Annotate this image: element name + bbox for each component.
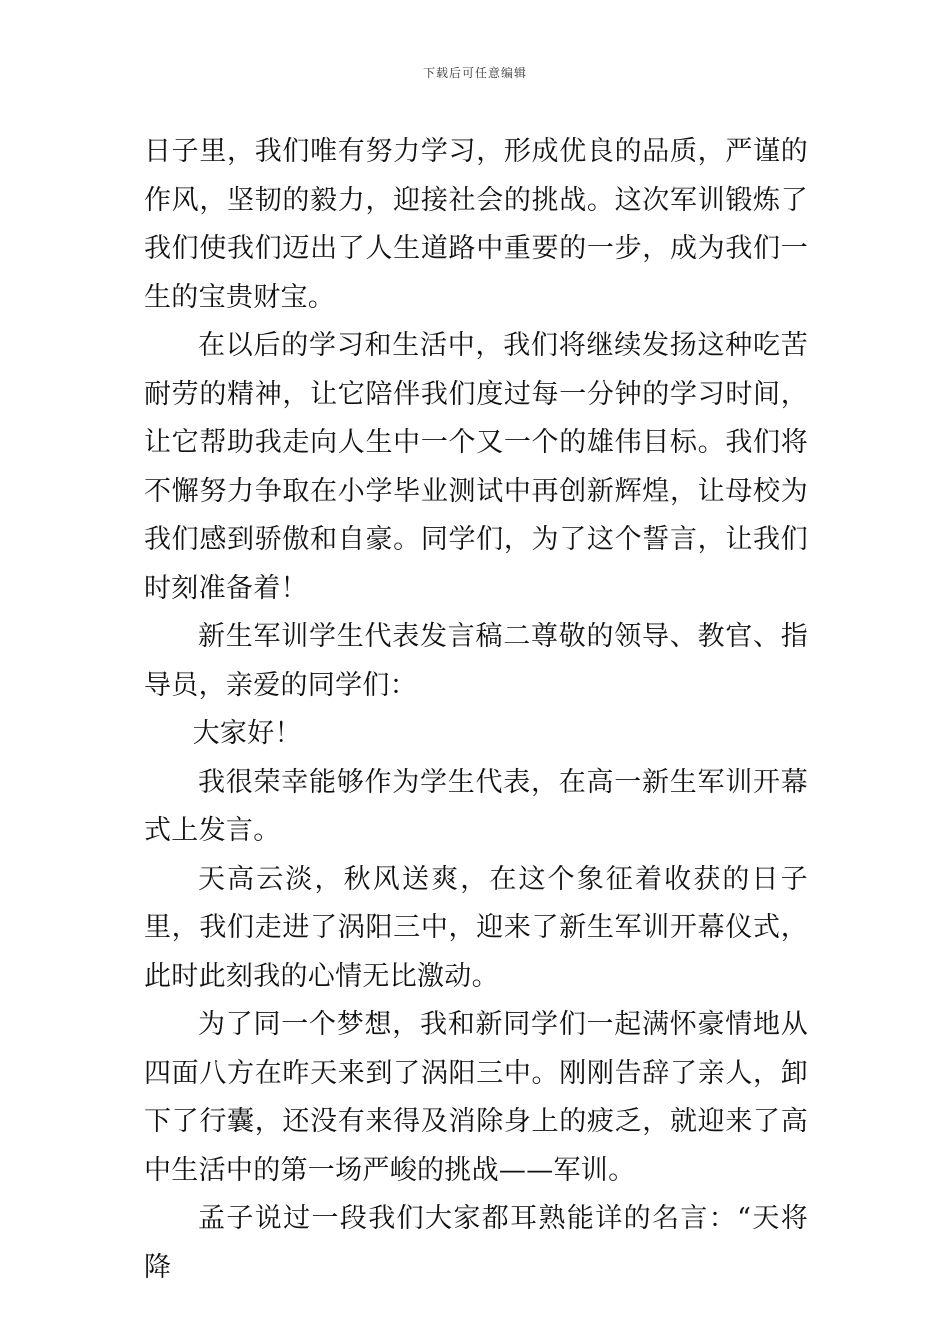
paragraph-8: 孟子说过一段我们大家都耳熟能详的名言：“天将降 [144, 1203, 808, 1283]
document-body [144, 128, 808, 1292]
page-header: 下载后可任意编辑 [422, 66, 527, 80]
paragraph-3: 新生军训学生代表发言稿二尊敬的领导、教官、指导员，亲爱的同学们： [144, 621, 808, 701]
paragraph-5: 我很荣幸能够作为学生代表，在高一新生军训开幕式上发言。 [144, 766, 808, 846]
paragraph-2: 在以后的学习和生活中，我们将继续发扬这种吃苦耐劳的精神，让它陪伴我们度过每一分钟的学习时间，让它帮助我走向人生中一个又一个的雄伟目标。我们将不懈努力争取在小学毕业测试中再创新辉煌，让母校为我们感到骄傲和自豪。同学们，为了这个誓言，让我们时刻准备着！ [144, 330, 808, 604]
paragraph-1: 日子里，我们唯有努力学习，形成优良的品质，严谨的作风，坚韧的毅力，迎接社会的挑战。这次军训锻炼了我们使我们迈出了人生道路中重要的一步，成为我们一生的宝贵财宝。 [144, 136, 808, 313]
paragraph-7: 为了同一个梦想，我和新同学们一起满怀豪情地从四面八方在昨天来到了涡阳三中。刚刚告辞了亲人，卸下了行囊，还没有来得及消除身上的疲乏，就迎来了高中生活中的第一场严峻的挑战——军训。 [144, 1009, 808, 1186]
paragraph-6: 天高云淡，秋风送爽，在这个象征着收获的日子里，我们走进了涡阳三中，迎来了新生军训开幕仪式，此时此刻我的心情无比激动。 [144, 863, 808, 992]
paragraph-4: 大家好！ [192, 718, 302, 749]
